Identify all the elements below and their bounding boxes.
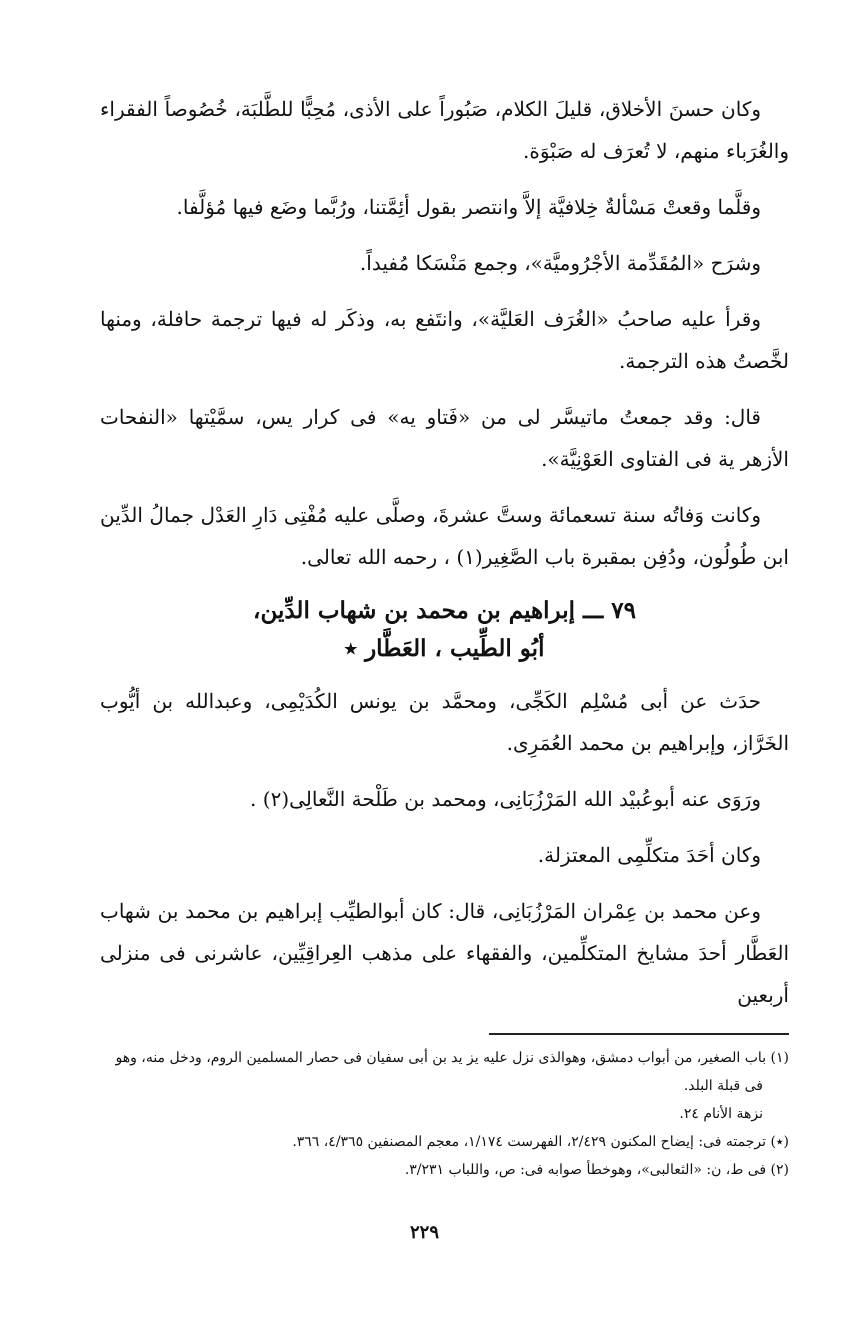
paragraph-death: وكانت وَفاتُه سنة تسعمائة وستَّ عشرةَ، وصلَّى عليه مُفْتِى دَارِ العَدْل جمالُ الدِّين ابن طُولُون، ودُفِن بمقبرة باب الصَّغِير(١) ، رحمه الله تعالى. [100, 503, 789, 569]
footnote-1-continuation: فى قبلة البلد. [683, 1078, 763, 1094]
paragraph-commentary: وشرَح «المُقَدِّمة الأجْرُوميَّة»، وجمع مَنْسَكا مُفيداً. [359, 251, 761, 275]
paragraph-student: وقرأ عليه صاحبُ «الغُرَف العَليَّة»، وانتَفع به، وذكَر له فيها ترجمة حافلة، ومنها لخَّصتُ هذه الترجمة. [100, 307, 789, 373]
footnote-1-source: نزهة الأنام ٢٤. [679, 1106, 763, 1122]
footnote-separator [489, 1033, 789, 1035]
footnote-star: (٭) ترجمته فى: إيضاح المكنون ٢/٤٢٩، الفهرست ١/١٧٤، معجم المصنفين ٤/٣٦٥، ٣٦٦. [292, 1134, 789, 1150]
paragraph-narrated-from: حدَث عن أبى مُسْلِم الكَجِّى، ومحمَّد بن يونس الكُدَيْمِى، وعبدالله بن أيُّوب الخَرَّاز، وإبراهيم بن محمد العُمَرِى. [100, 689, 789, 755]
paragraph-mutazila: وكان أحَدَ متكلِّمِى المعتزلة. [537, 843, 761, 867]
entry-heading [100, 592, 789, 668]
footnotes [100, 1044, 789, 1184]
paragraph-marzubani: وعن محمد بن عِمْران المَرْزُبَانِى، قال: كان أبوالطيِّب إبراهيم بن محمد بن شهاب العَطَّار أحدَ مشايخ المتكلِّمين، والفقهاء على مذهب العِراقِيِّين، عاشرنى فى منزلى أربعين [100, 899, 789, 1007]
entry-heading-line2: أبُو الطِّيب ، العَطَّار ٭ [344, 635, 545, 662]
main-text [100, 88, 789, 1030]
footnote-1: (١) باب الصغير، من أبواب دمشق، وهوالذى نزل عليه يز يد بن أبى سفيان فى حصار المسلمين الروم، ودخل منه، وهو [115, 1050, 789, 1066]
entry-heading-line1: ٧٩ ـــ إبراهيم بن محمد بن شهاب الدِّين، [253, 597, 636, 624]
footnote-2: (٢) فى ط، ن: «الثعالبى»، وهوخطأ صوابه فى: ص، واللباب ٣/٢٣١. [404, 1162, 789, 1178]
paragraph-fatawa: قال: وقد جمعتُ ماتيسَّر لى من «فَتاو يه» فى كرار يس، سمَّيْتها «النفحات الأزهر ية فى الفتاوى العَوْنِيَّة». [100, 405, 789, 471]
page-number: ٢٢٩ [409, 1222, 439, 1243]
paragraph-disputes: وقلَّما وقعتْ مَسْألةٌ خِلافيَّة إلاَّ وانتصر بقول أئِمَّتنا، ورُبَّما وضَع فيها مُؤلَّفا. [176, 195, 761, 219]
paragraph-character: وكان حسنَ الأخلاق، قليلَ الكلام، صَبُوراً على الأذى، مُحِبًّا للطَّلبَة، خُصُوصاً الفقراء والغُرَباء منهم، لا تُعرَف له صَبْوَة. [100, 97, 789, 163]
paragraph-narrated-by: ورَوَى عنه أبوعُبيْد الله المَرْزُبَانِى، ومحمد بن طَلْحة النَّعالِى(٢) . [250, 787, 761, 811]
